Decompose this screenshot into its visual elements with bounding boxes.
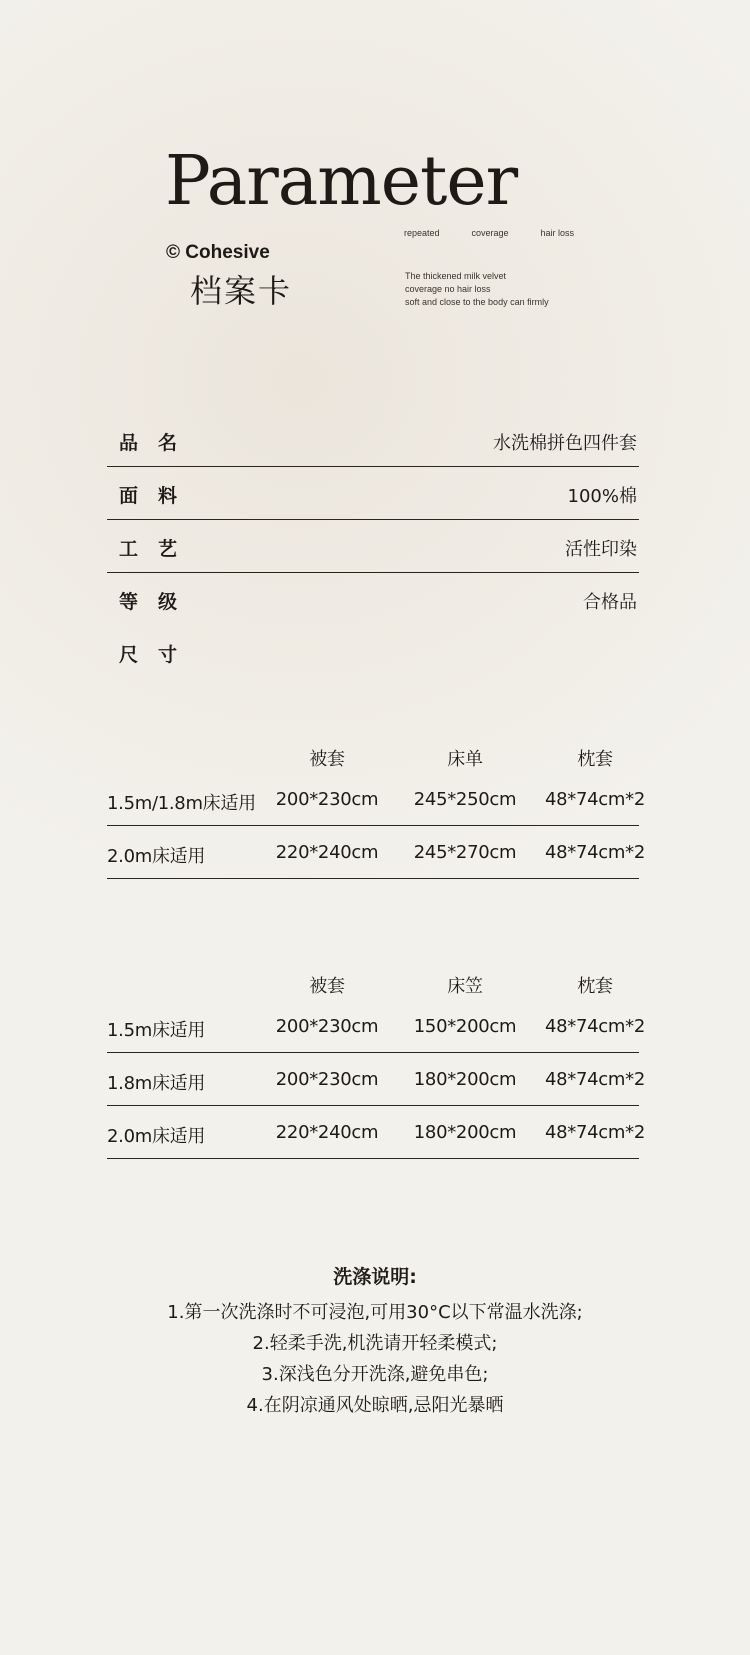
size-table-fitted [107, 964, 645, 1159]
table-cell: 2.0m床适用 [107, 1126, 206, 1147]
header-tags [404, 228, 574, 238]
description-line: The thickened milk velvet [405, 271, 507, 281]
washing-line: 3.深浅色分开洗涤,避免串色; [261, 1364, 489, 1385]
table-row [107, 1053, 645, 1106]
param-label: 工艺 [119, 538, 198, 560]
table-cell: 245*250cm [413, 789, 517, 810]
table-cell: 1.5m/1.8m床适用 [107, 793, 256, 814]
param-row-grade [107, 573, 639, 626]
param-row-craft [107, 520, 639, 573]
tag-coverage: coverage [471, 228, 509, 238]
washing-line: 2.轻柔手洗,机洗请开轻柔模式; [252, 1333, 498, 1354]
table-header [107, 964, 639, 1000]
table-cell: 2.0m床适用 [107, 846, 206, 867]
param-label: 品名 [119, 432, 198, 454]
table-cell: 48*74cm*2 [545, 1069, 645, 1090]
tag-hair-loss: hair loss [540, 228, 574, 238]
table-row [107, 1000, 645, 1053]
size-table-sheet [107, 737, 645, 879]
table-header-cell: 床单 [447, 749, 483, 770]
table-header-cell: 枕套 [577, 749, 613, 770]
table-cell: 150*200cm [413, 1016, 517, 1037]
table-header-cell: 被套 [309, 749, 345, 770]
param-value: 活性印染 [565, 539, 637, 560]
param-value: 合格品 [583, 592, 637, 613]
table-cell: 220*240cm [275, 1122, 379, 1143]
description-line: soft and close to the body can firmly [405, 297, 549, 307]
table-cell: 48*74cm*2 [545, 1122, 645, 1143]
table-row [107, 826, 645, 879]
table-header [107, 737, 639, 773]
table-cell: 200*230cm [275, 1069, 379, 1090]
param-value: 水洗棉拼色四件套 [493, 433, 637, 454]
washing-line: 1.第一次洗涤时不可浸泡,可用30°C以下常温水洗涤; [167, 1302, 583, 1323]
table-cell: 245*270cm [413, 842, 517, 863]
param-label: 面料 [119, 485, 198, 507]
table-header-cell: 枕套 [577, 976, 613, 997]
param-row-size [107, 626, 639, 679]
description-line: coverage no hair loss [405, 284, 491, 294]
tag-repeated: repeated [404, 228, 440, 238]
param-label: 等级 [119, 591, 198, 613]
page-subtitle: 档案卡 [190, 272, 293, 310]
table-cell: 180*200cm [413, 1122, 517, 1143]
param-row-name [107, 414, 639, 467]
table-cell: 48*74cm*2 [545, 842, 645, 863]
parameter-list [107, 414, 639, 679]
table-cell: 200*230cm [275, 1016, 379, 1037]
washing-line: 4.在阴凉通风处晾晒,忌阳光暴晒 [246, 1395, 504, 1416]
table-cell: 180*200cm [413, 1069, 517, 1090]
table-cell: 200*230cm [275, 789, 379, 810]
table-header-cell: 床笠 [447, 976, 483, 997]
param-label: 尺寸 [119, 644, 198, 666]
washing-instructions [0, 1262, 750, 1421]
param-row-fabric [107, 467, 639, 520]
table-cell: 220*240cm [275, 842, 379, 863]
table-cell: 48*74cm*2 [545, 1016, 645, 1037]
table-cell: 1.5m床适用 [107, 1020, 206, 1041]
param-value: 100%棉 [567, 486, 637, 507]
table-header-cell: 被套 [309, 976, 345, 997]
washing-title: 洗涤说明: [333, 1266, 417, 1288]
header-description [405, 270, 549, 309]
page-title: Parameter [165, 142, 518, 221]
table-cell: 48*74cm*2 [545, 789, 645, 810]
table-row [107, 773, 645, 826]
table-row [107, 1106, 645, 1159]
brand-name: © Cohesive [166, 242, 270, 263]
table-cell: 1.8m床适用 [107, 1073, 206, 1094]
